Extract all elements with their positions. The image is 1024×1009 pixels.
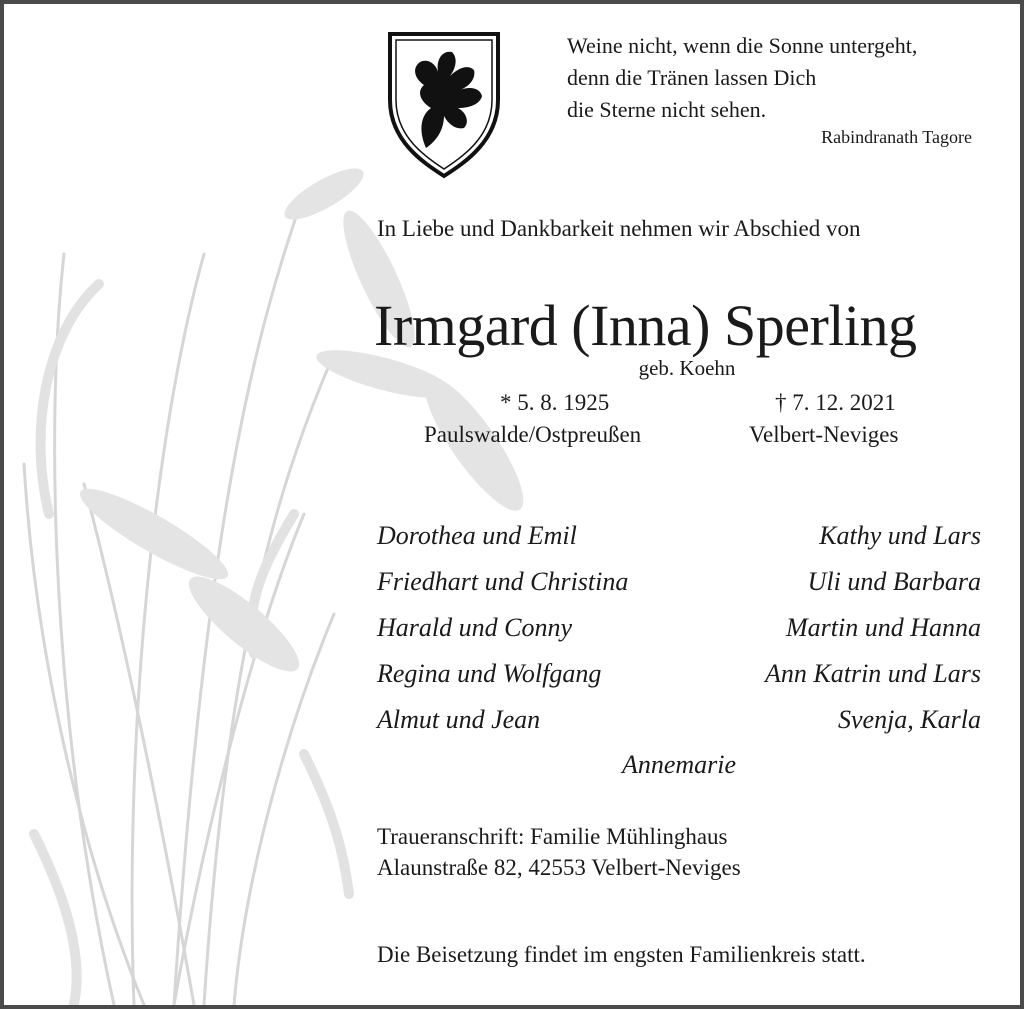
death-date: † 7. 12. 2021 bbox=[775, 390, 896, 415]
mourner-left: Friedhart und Christina bbox=[377, 567, 629, 596]
poem-line: Weine nicht, wenn die Sonne untergeht, bbox=[567, 33, 918, 58]
mourner-left: Almut und Jean bbox=[377, 705, 541, 734]
birth-date: * 5. 8. 1925 bbox=[500, 390, 610, 415]
mourner-row bbox=[377, 520, 981, 566]
intro-text: In Liebe und Dankbarkeit nehmen wir Abschied von bbox=[377, 216, 861, 241]
mourners-list bbox=[377, 520, 981, 750]
deceased-name: Irmgard (Inna) Sperling bbox=[374, 293, 917, 358]
mourner-right: Kathy und Lars bbox=[819, 521, 981, 550]
death-place: Velbert-Neviges bbox=[749, 422, 899, 447]
mourner-row bbox=[377, 658, 981, 704]
mourner-row bbox=[377, 612, 981, 658]
mourner-row bbox=[377, 704, 981, 750]
mourner-left: Dorothea und Emil bbox=[377, 521, 577, 550]
poem bbox=[567, 30, 987, 126]
birth-place: Paulswalde/Ostpreußen bbox=[424, 422, 642, 447]
poem-author: Rabindranath Tagore bbox=[821, 127, 972, 147]
mourner-row bbox=[377, 566, 981, 612]
mourner-right: Uli und Barbara bbox=[807, 567, 981, 596]
mourning-address bbox=[377, 821, 741, 883]
mourner-right: Ann Katrin und Lars bbox=[765, 659, 981, 688]
mourner-left: Regina und Wolfgang bbox=[377, 659, 602, 688]
poem-line: denn die Tränen lassen Dich bbox=[567, 65, 817, 90]
mourner-right: Svenja, Karla bbox=[838, 705, 981, 734]
address-line: Traueranschrift: Familie Mühlinghaus bbox=[377, 824, 728, 849]
mourner-last: Annemarie bbox=[621, 750, 737, 779]
coat-of-arms-icon bbox=[386, 30, 502, 180]
mourner-left: Harald und Conny bbox=[377, 613, 572, 642]
maiden-name: geb. Koehn bbox=[638, 356, 736, 380]
poem-line: die Sterne nicht sehen. bbox=[567, 97, 767, 122]
mourner-right: Martin und Hanna bbox=[786, 613, 981, 642]
funeral-note: Die Beisetzung findet im engsten Familienkreis statt. bbox=[377, 942, 866, 967]
address-line: Alaunstraße 82, 42553 Velbert-Neviges bbox=[377, 855, 741, 880]
